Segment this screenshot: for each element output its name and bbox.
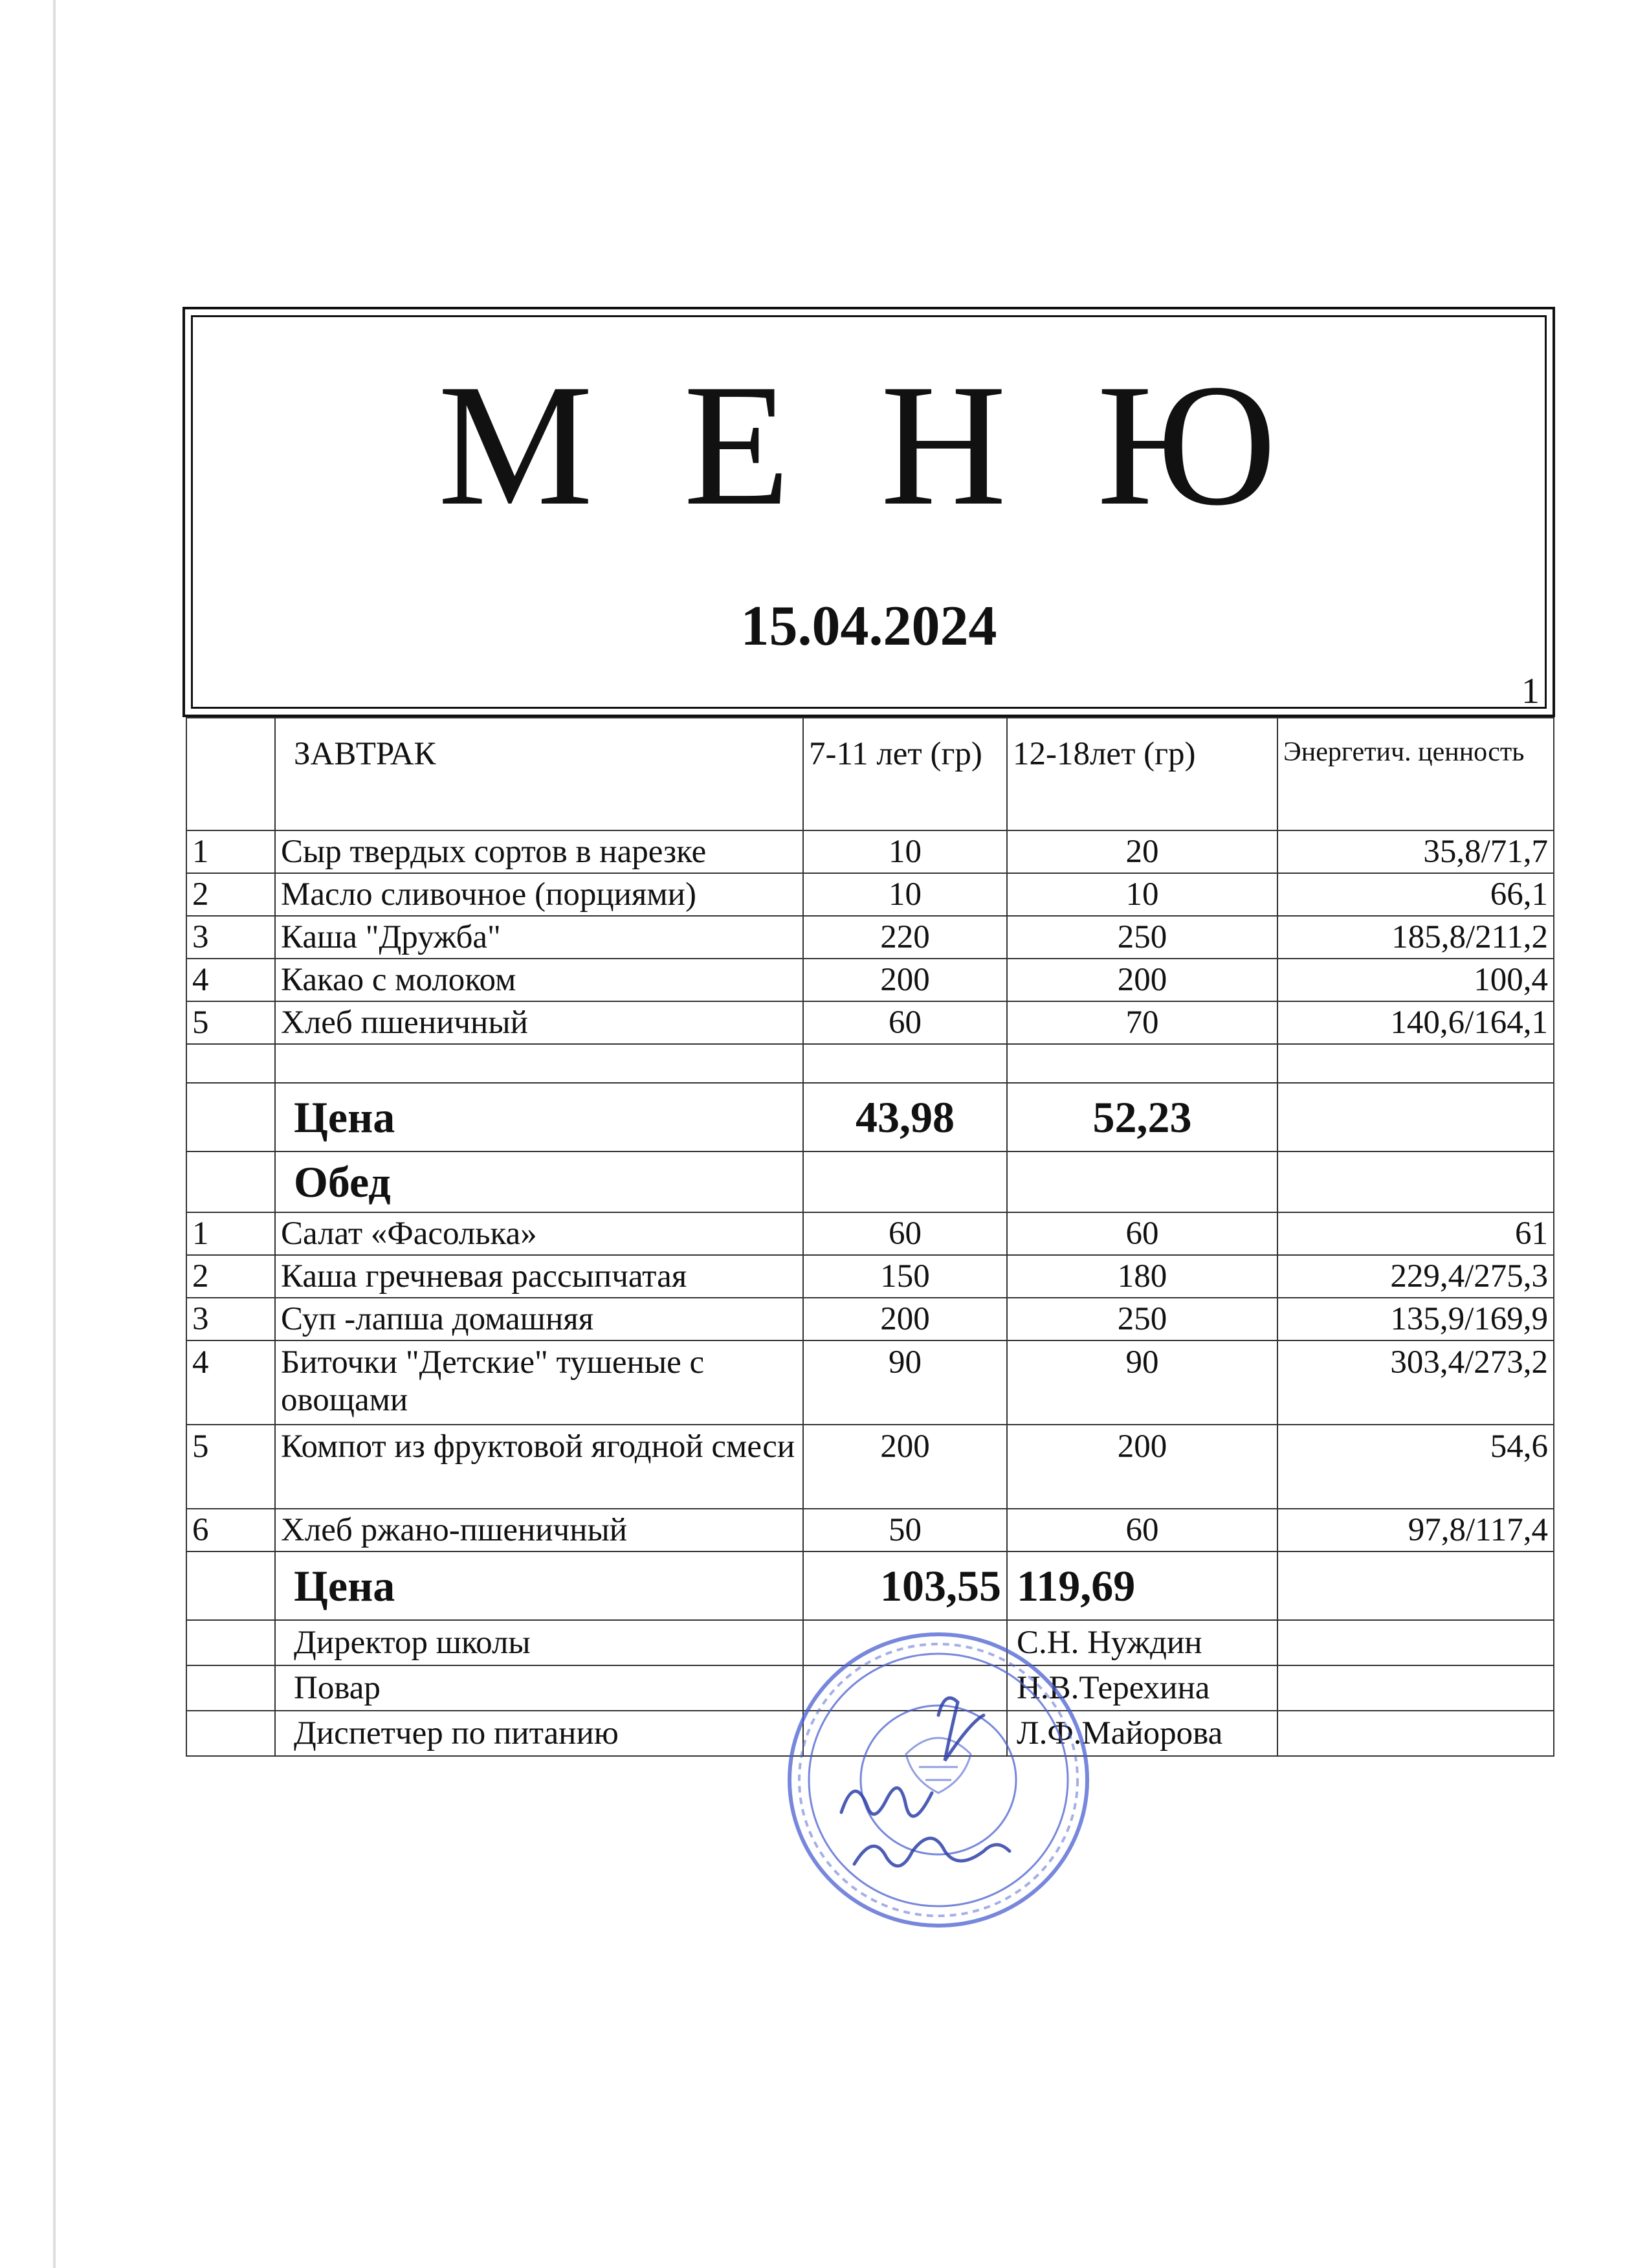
portion-age1: 60: [803, 1212, 1007, 1255]
energy-value: 61: [1277, 1212, 1554, 1255]
signature-role: Директор школы: [275, 1620, 803, 1665]
dish-name: Суп -лапша домашняя: [275, 1298, 803, 1340]
breakfast-price-age1: 43,98: [803, 1083, 1007, 1151]
breakfast-price-row: [186, 1083, 1554, 1151]
portion-age1: 200: [803, 959, 1007, 1001]
breakfast-heading: ЗАВТРАК: [275, 718, 803, 830]
signature-name: С.Н. Нуждин: [1007, 1620, 1277, 1665]
row-number: 5: [186, 1001, 275, 1044]
table-row: [186, 1340, 1554, 1425]
breakfast-price-age2: 52,23: [1007, 1083, 1277, 1151]
signature-row: [186, 1665, 1554, 1711]
row-number: 4: [186, 959, 275, 1001]
lunch-header-row: [186, 1151, 1554, 1212]
signature-role: Диспетчер по питанию: [275, 1711, 803, 1756]
signature-row: [186, 1711, 1554, 1756]
portion-age1: 220: [803, 916, 1007, 959]
column-age-12-18: 12-18лет (гр): [1007, 718, 1277, 830]
portion-age2: 70: [1007, 1001, 1277, 1044]
header-num-cell: [186, 718, 275, 830]
breakfast-header-row: [186, 718, 1554, 830]
portion-age1: 10: [803, 830, 1007, 873]
column-age-7-11: 7-11 лет (гр): [803, 718, 1007, 830]
energy-value: 185,8/211,2: [1277, 916, 1554, 959]
dish-name: Сыр твердых сортов в нарезке: [275, 830, 803, 873]
energy-value: 100,4: [1277, 959, 1554, 1001]
menu-table: [186, 717, 1554, 1757]
portion-age1: 10: [803, 873, 1007, 916]
signature-role: Повар: [275, 1665, 803, 1711]
lunch-price-label: Цена: [275, 1551, 803, 1620]
empty-row: [186, 1044, 1554, 1083]
row-number: 5: [186, 1425, 275, 1509]
portion-age2: 200: [1007, 1425, 1277, 1509]
table-row: [186, 1298, 1554, 1340]
portion-age2: 200: [1007, 959, 1277, 1001]
dish-name: Какао с молоком: [275, 959, 803, 1001]
scan-edge: [53, 0, 56, 2268]
row-number: 3: [186, 916, 275, 959]
lunch-price-age1: 103,55: [803, 1551, 1007, 1620]
page-number: 1: [1521, 671, 1540, 711]
table-row: [186, 1212, 1554, 1255]
energy-value: 54,6: [1277, 1425, 1554, 1509]
energy-value: 66,1: [1277, 873, 1554, 916]
dish-name: Хлеб пшеничный: [275, 1001, 803, 1044]
portion-age1: 60: [803, 1001, 1007, 1044]
signature-row: [186, 1620, 1554, 1665]
row-number: 1: [186, 830, 275, 873]
table-row: [186, 830, 1554, 873]
menu-title: М Е Н Ю: [437, 348, 1300, 542]
energy-value: 35,8/71,7: [1277, 830, 1554, 873]
energy-value: 229,4/275,3: [1277, 1255, 1554, 1298]
lunch-price-age2: 119,69: [1007, 1551, 1277, 1620]
signature-name: Л.Ф.Майорова: [1007, 1711, 1277, 1756]
energy-value: 303,4/273,2: [1277, 1340, 1554, 1425]
row-number: 3: [186, 1298, 275, 1340]
table-row: [186, 873, 1554, 916]
portion-age2: 250: [1007, 1298, 1277, 1340]
table-row: [186, 1425, 1554, 1509]
portion-age1: 200: [803, 1298, 1007, 1340]
table-row: [186, 1509, 1554, 1551]
lunch-price-row: [186, 1551, 1554, 1620]
column-energy: Энергетич. ценность: [1277, 718, 1554, 830]
row-number: 2: [186, 1255, 275, 1298]
row-number: 2: [186, 873, 275, 916]
breakfast-price-label: Цена: [275, 1083, 803, 1151]
dish-name: Компот из фруктовой ягодной смеси: [275, 1425, 803, 1509]
portion-age2: 10: [1007, 873, 1277, 916]
portion-age2: 60: [1007, 1509, 1277, 1551]
table-row: [186, 1255, 1554, 1298]
row-number: 6: [186, 1509, 275, 1551]
dish-name: Биточки "Детские" тушеные с овощами: [275, 1340, 803, 1425]
signature-name: Н.В.Терехина: [1007, 1665, 1277, 1711]
table-row: [186, 959, 1554, 1001]
portion-age1: 90: [803, 1340, 1007, 1425]
portion-age1: 200: [803, 1425, 1007, 1509]
dish-name: Каша гречневая рассыпчатая: [275, 1255, 803, 1298]
dish-name: Салат «Фасолька»: [275, 1212, 803, 1255]
menu-date: 15.04.2024: [740, 595, 997, 658]
portion-age2: 20: [1007, 830, 1277, 873]
portion-age2: 180: [1007, 1255, 1277, 1298]
energy-value: 135,9/169,9: [1277, 1298, 1554, 1340]
portion-age1: 50: [803, 1509, 1007, 1551]
energy-value: 97,8/117,4: [1277, 1509, 1554, 1551]
energy-value: 140,6/164,1: [1277, 1001, 1554, 1044]
row-number: 1: [186, 1212, 275, 1255]
dish-name: Масло сливочное (порциями): [275, 873, 803, 916]
table-row: [186, 916, 1554, 959]
dish-name: Каша "Дружба": [275, 916, 803, 959]
portion-age2: 90: [1007, 1340, 1277, 1425]
row-number: 4: [186, 1340, 275, 1425]
menu-header-box: [182, 307, 1555, 717]
table-row: [186, 1001, 1554, 1044]
portion-age1: 150: [803, 1255, 1007, 1298]
portion-age2: 250: [1007, 916, 1277, 959]
lunch-heading: Обед: [275, 1151, 803, 1212]
portion-age2: 60: [1007, 1212, 1277, 1255]
dish-name: Хлеб ржано-пшеничный: [275, 1509, 803, 1551]
